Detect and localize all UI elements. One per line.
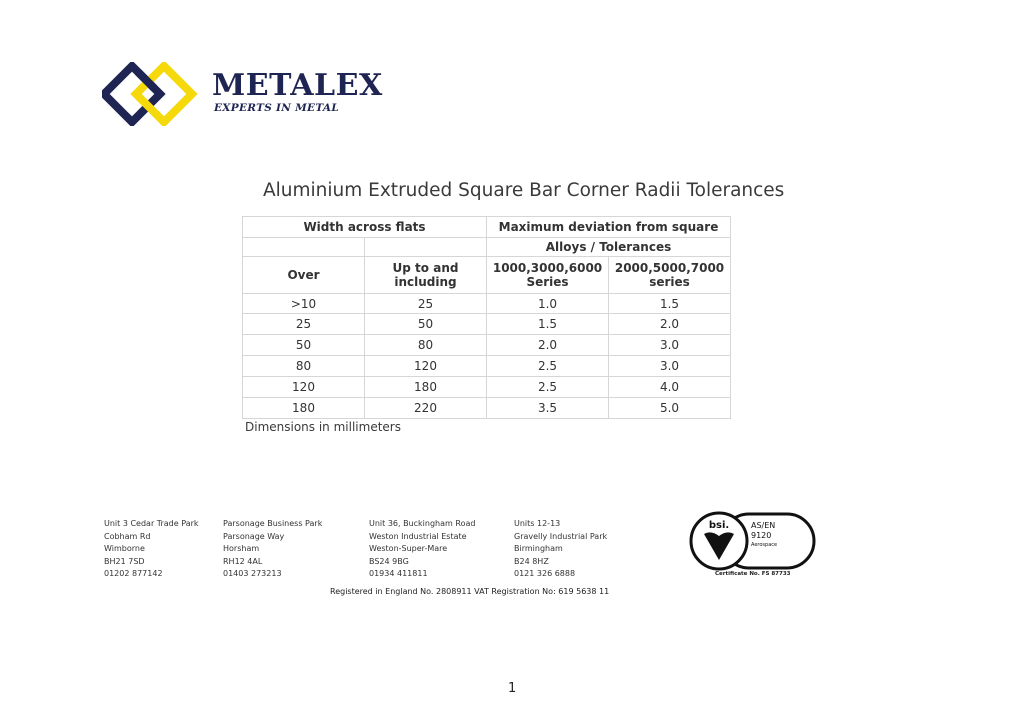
metalex-logo [102, 62, 382, 126]
table-cell: 120 [365, 356, 487, 377]
table-cell: 2.0 [609, 314, 731, 335]
group-header-deviation: Maximum deviation from square [487, 217, 731, 238]
table-cell: >10 [243, 294, 365, 314]
cert-brand: bsi. [708, 520, 730, 531]
table-row [243, 294, 731, 314]
subgroup-header-alloys: Alloys / Tolerances [487, 238, 731, 257]
table-cell: 50 [365, 314, 487, 335]
tolerance-table [242, 216, 731, 419]
table-cell: 2.5 [487, 356, 609, 377]
column-header: 2000,5000,7000 series [609, 257, 731, 294]
table-cell: 2.0 [487, 335, 609, 356]
table-cell: 3.0 [609, 335, 731, 356]
table-cell: 1.5 [487, 314, 609, 335]
registration-line: Registered in England No. 2808911 VAT Registration No: 619 5638 11 [330, 587, 610, 596]
table-row [243, 356, 731, 377]
column-header: 1000,3000,6000 Series [487, 257, 609, 294]
table-cell: 3.0 [609, 356, 731, 377]
cert-sector: Aerospace [751, 542, 778, 548]
table-row [243, 314, 731, 335]
table-cell: 3.5 [487, 398, 609, 419]
table-cell: 1.0 [487, 294, 609, 314]
column-header: Over [243, 257, 365, 294]
metalex-diamond-logo-icon [102, 62, 198, 126]
group-header-width: Width across flats [243, 217, 487, 238]
table-row [243, 335, 731, 356]
brand-name: METALEX [212, 68, 383, 103]
cert-standard: AS/EN [751, 521, 776, 530]
certificate-number: Certificate No. FS 87733 [715, 571, 791, 577]
page-number: 1 [508, 681, 517, 696]
empty-cell [365, 238, 487, 257]
table-cell: 4.0 [609, 377, 731, 398]
address-weston: Unit 36, Buckingham Road Weston Industrial Estate Weston-Super-Mare BS24 9BG 01934 411811 [369, 519, 476, 578]
page-title: Aluminium Extruded Square Bar Corner Radii Tolerances [263, 180, 785, 201]
table-row [243, 377, 731, 398]
brand-tagline: EXPERTS IN METAL [214, 102, 340, 114]
table-cell: 180 [365, 377, 487, 398]
address-horsham: Parsonage Business Park Parsonage Way Horsham RH12 4AL 01403 273213 [223, 519, 323, 578]
table-row [243, 398, 731, 419]
address-birmingham: Units 12-13 Gravelly Industrial Park Birmingham B24 8HZ 0121 326 6888 [514, 519, 608, 578]
table-cell: 2.5 [487, 377, 609, 398]
table-cell: 80 [243, 356, 365, 377]
table-cell: 5.0 [609, 398, 731, 419]
table-cell: 120 [243, 377, 365, 398]
table-cell: 220 [365, 398, 487, 419]
cert-standard-number: 9120 [751, 531, 772, 540]
table-cell: 25 [365, 294, 487, 314]
table-cell: 50 [243, 335, 365, 356]
table-cell: 80 [365, 335, 487, 356]
empty-cell [243, 238, 365, 257]
table-cell: 25 [243, 314, 365, 335]
table-cell: 1.5 [609, 294, 731, 314]
table-cell: 180 [243, 398, 365, 419]
units-note: Dimensions in millimeters [245, 420, 401, 434]
column-header: Up to and including [365, 257, 487, 294]
address-wimborne: Unit 3 Cedar Trade Park Cobham Rd Wimborne BH21 7SD 01202 877142 [104, 519, 199, 578]
